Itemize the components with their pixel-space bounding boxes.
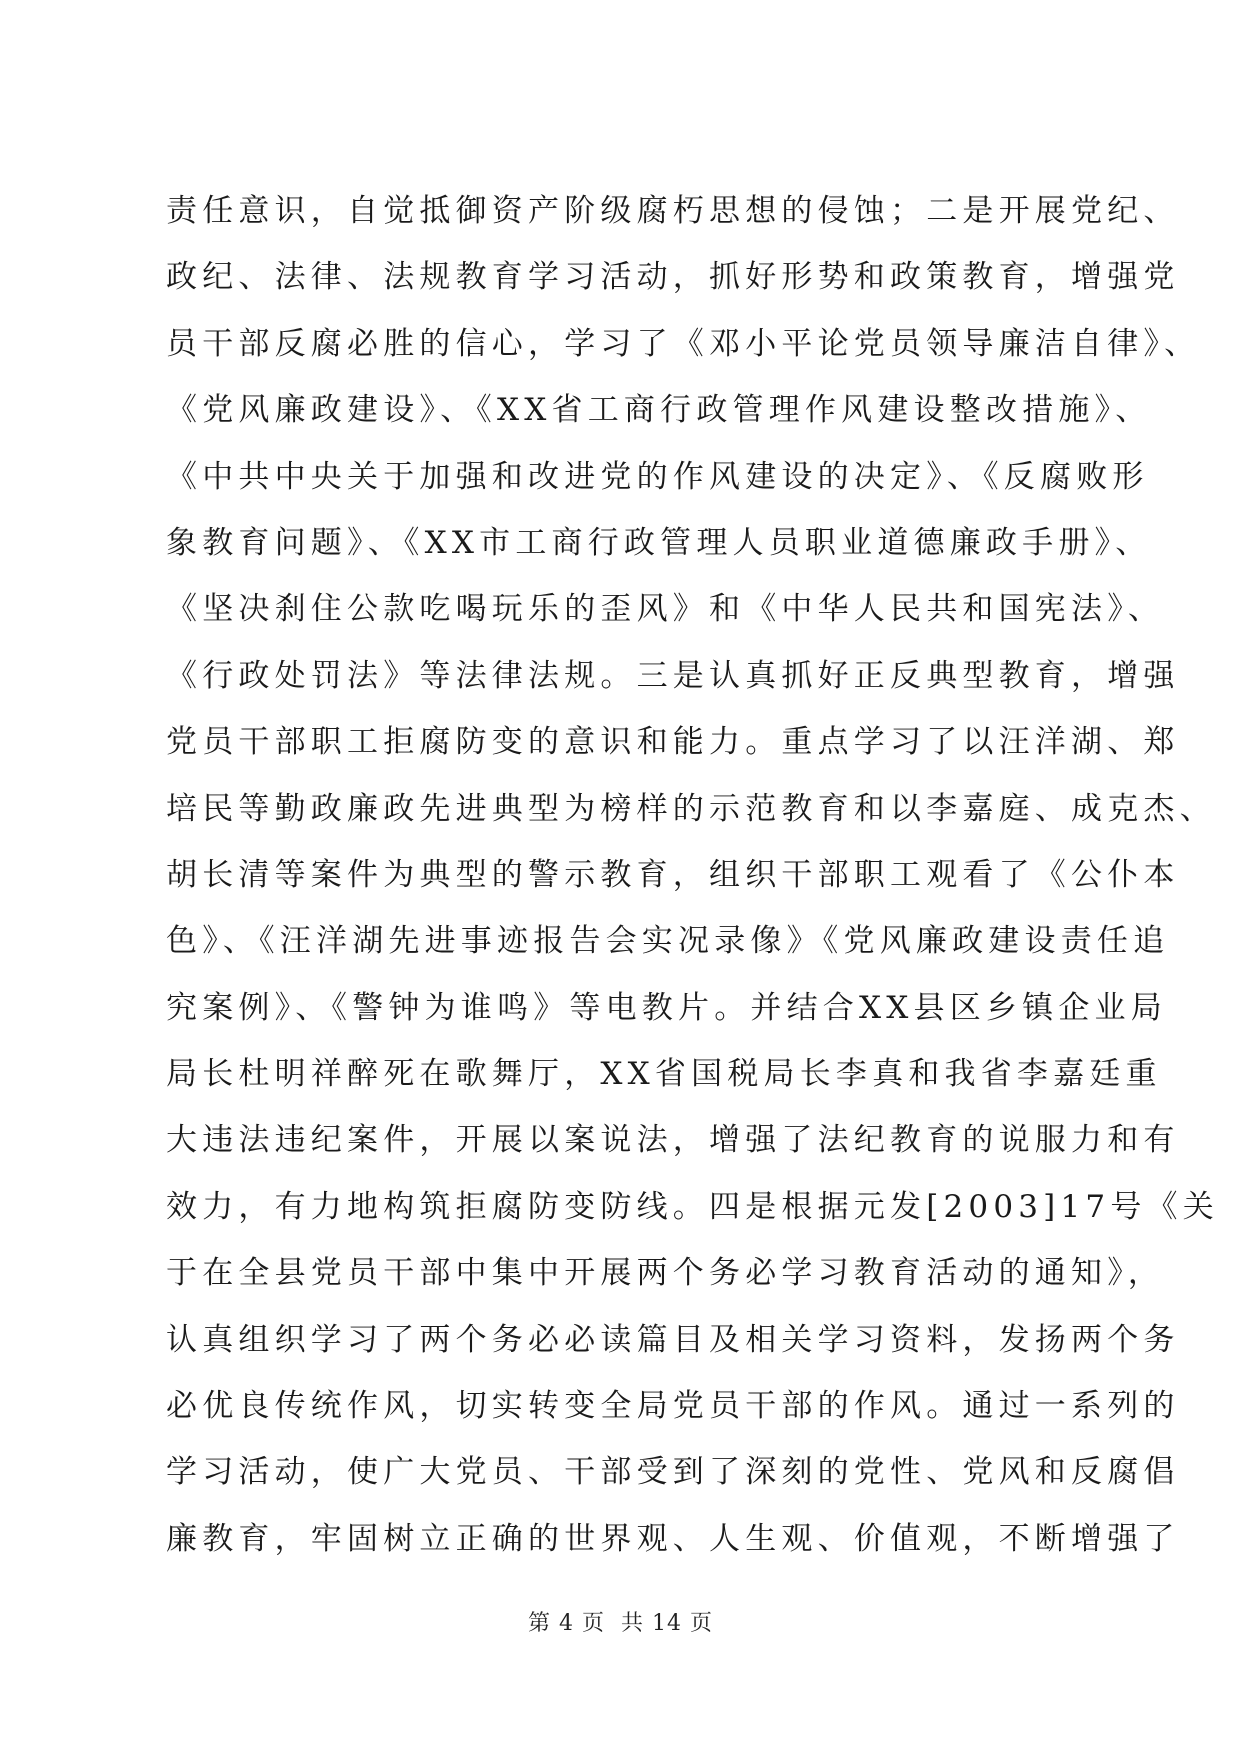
text-line: 员干部反腐必胜的信心，学习了《邓小平论党员领导廉洁自律》、: [166, 325, 1201, 362]
text-line: 廉教育，牢固树立正确的世界观、人生观、价值观，不断增强了: [166, 1520, 1180, 1557]
text-line: 色》、《汪洋湖先进事迹报告会实况录像》《党风廉政建设责任追: [166, 923, 1170, 960]
page-footer: 第 4 页 共 14 页: [528, 1611, 713, 1636]
text-line: 党员干部职工拒腐防变的意识和能力。重点学习了以汪洋湖、郑: [166, 724, 1180, 761]
text-line: 培民等勤政廉政先进典型为榜样的示范教育和以李嘉庭、成克杰、: [166, 790, 1216, 827]
text-line: 于在全县党员干部中集中开展两个务必学习教育活动的通知》，: [166, 1255, 1165, 1292]
text-line: 必优良传统作风，切实转变全局党员干部的作风。通过一系列的: [166, 1388, 1180, 1425]
text-line: 象教育问题》、《XX市工商行政管理人员职业道德廉政手册》、: [166, 524, 1152, 561]
text-line: 学习活动，使广大党员、干部受到了深刻的党性、党风和反腐倡: [166, 1454, 1180, 1491]
text-line: 责任意识，自觉抵御资产阶级腐朽思想的侵蚀；二是开展党纪、: [166, 193, 1180, 229]
text-line: 《中共中央关于加强和改进党的作风建设的决定》、《反腐败形: [166, 458, 1149, 495]
body-text: [166, 178, 1219, 1572]
text-line: 局长杜明祥醉死在歌舞厅，XX省国税局长李真和我省李嘉廷重: [166, 1056, 1162, 1093]
text-line: 政纪、法律、法规教育学习活动，抓好形势和政策教育，增强党: [166, 259, 1180, 296]
text-line: 认真组织学习了两个务必必读篇目及相关学习资料，发扬两个务: [166, 1321, 1180, 1358]
text-line: 胡长清等案件为典型的警示教育，组织干部职工观看了《公仆本: [166, 856, 1180, 893]
text-line: 大违法违纪案件，开展以案说法，增强了法纪教育的说服力和有: [166, 1122, 1180, 1159]
text-line: 究案例》、《警钟为谁鸣》等电教片。并结合XX县区乡镇企业局: [166, 989, 1167, 1026]
text-line: 《党风廉政建设》、《XX省工商行政管理作风建设整改措施》、: [166, 392, 1152, 429]
text-line: 效力，有力地构筑拒腐防变防线。四是根据元发[2003]17号《关: [166, 1188, 1219, 1225]
text-line: 《坚决刹住公款吃喝玩乐的歪风》和《中华人民共和国宪法》、: [166, 591, 1165, 628]
text-line: 《行政处罚法》等法律法规。三是认真抓好正反典型教育，增强: [166, 657, 1180, 694]
